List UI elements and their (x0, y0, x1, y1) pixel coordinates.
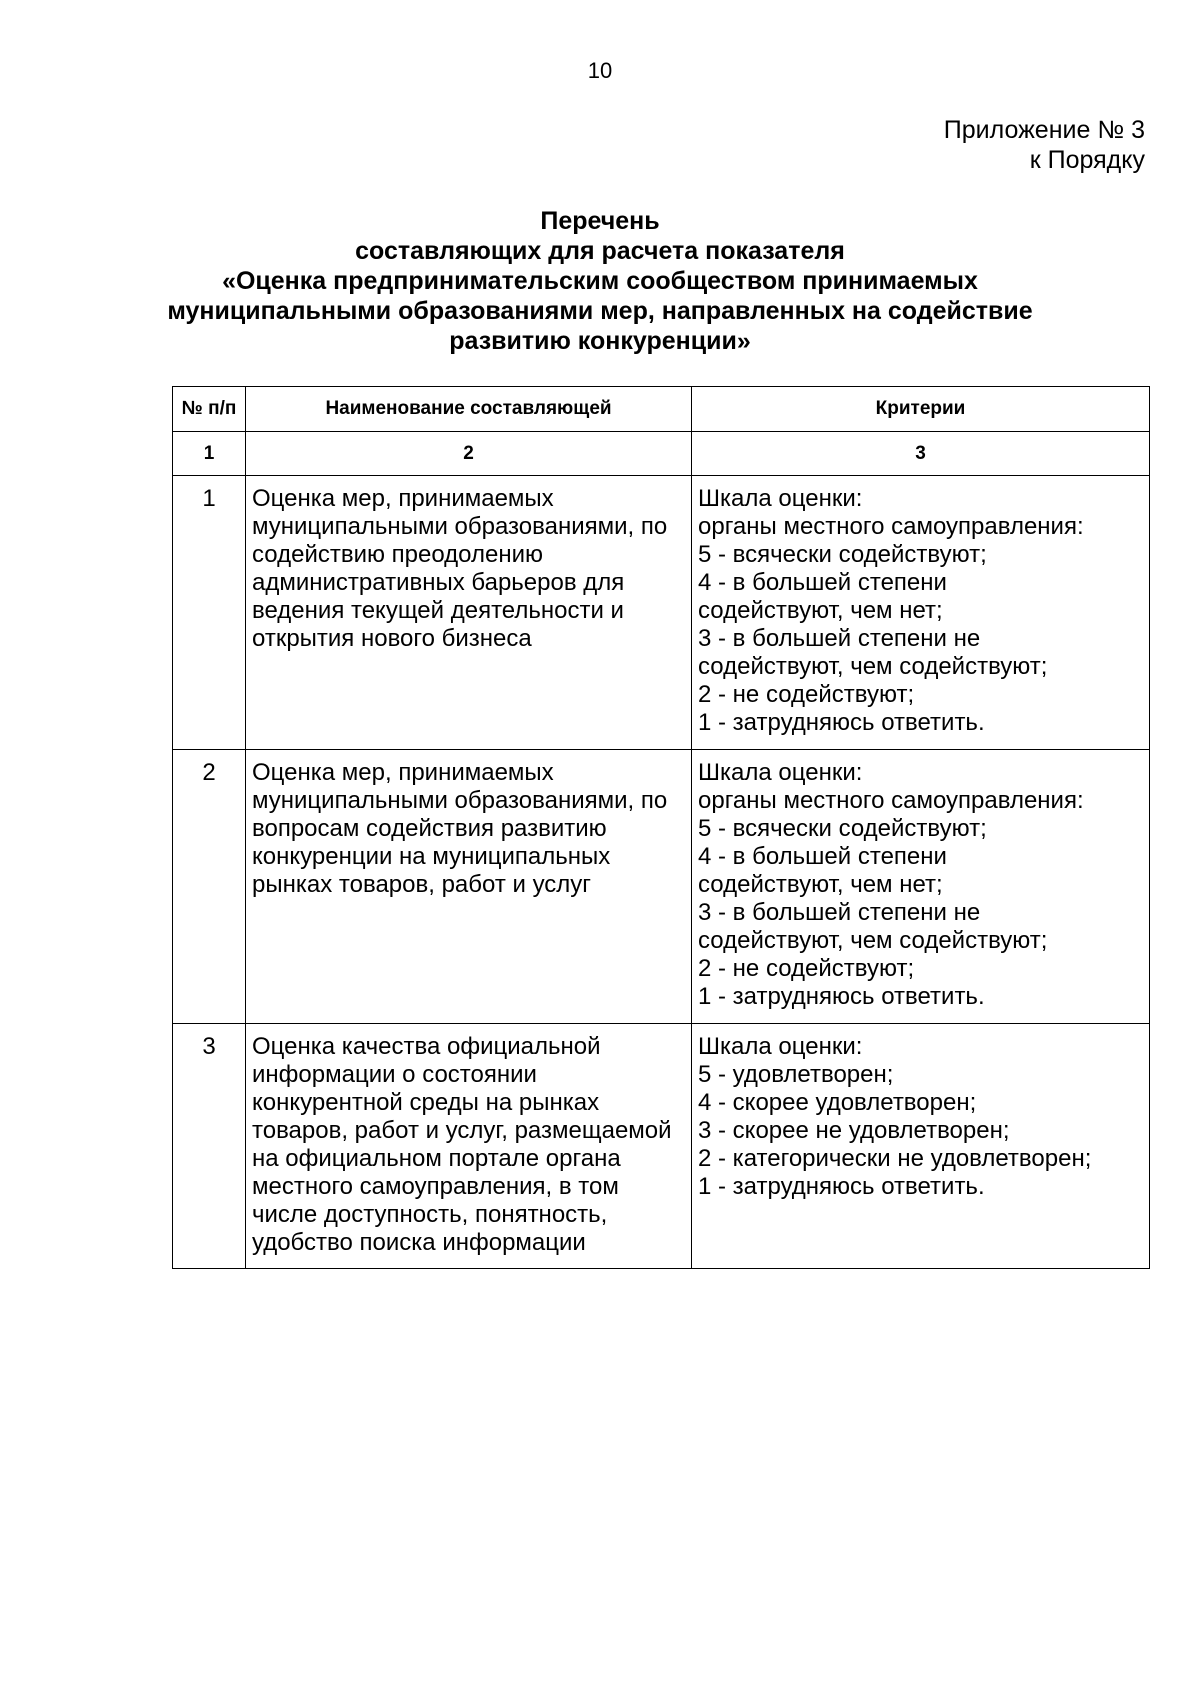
criteria-line: 5 - всячески содействуют; (698, 541, 987, 568)
header-criteria: Критерии (692, 387, 1150, 432)
table-row (173, 750, 1150, 1024)
column-number: 3 (692, 432, 1150, 476)
criteria-line: 1 - затрудняюсь ответить. (698, 983, 985, 1010)
appendix-reference (944, 115, 1145, 175)
criteria-line: 2 - не содействуют; (698, 681, 915, 708)
page-number: 10 (587, 58, 613, 83)
criteria-line: 3 - скорее не удовлетворен; (698, 1117, 1010, 1144)
title-line: Перечень (540, 207, 660, 235)
component-name: Оценка качества официальной информации о состоянии конкурентной среды на рынках товаров, работ и услуг, размещаемой на официальном портале органа местного самоуправления, в том числе доступность, понятность, удобство поиска информации (246, 1024, 692, 1269)
criteria-line: содействуют, чем нет; (698, 597, 943, 624)
criteria-line: содействуют, чем содействуют; (698, 653, 1048, 680)
document-title (140, 206, 1060, 356)
column-number-row (173, 432, 1150, 476)
title-line: «Оценка предпринимательским сообществом принимаемых (222, 267, 978, 295)
criteria-line: органы местного самоуправления: (698, 513, 1084, 540)
criteria-line: Шкала оценки: (698, 1033, 863, 1060)
criteria-line: Шкала оценки: (698, 485, 863, 512)
criteria-line: содействуют, чем нет; (698, 871, 943, 898)
criteria-line: 2 - не содействуют; (698, 955, 915, 982)
component-name: Оценка мер, принимаемых муниципальными образованиями, по вопросам содействия развитию конкуренции на муниципальных рынках товаров, работ и услуг (246, 750, 692, 1024)
column-number: 1 (173, 432, 246, 476)
row-number: 1 (173, 476, 246, 750)
criteria-cell (692, 1024, 1150, 1269)
title-line: муниципальными образованиями мер, направленных на содействие (167, 297, 1033, 325)
criteria-table (172, 386, 1150, 1269)
title-line: составляющих для расчета показателя (355, 237, 845, 265)
appendix-number: Приложение № 3 (943, 116, 1145, 144)
criteria-line: 5 - удовлетворен; (698, 1061, 894, 1088)
criteria-line: 3 - в большей степени не (698, 899, 981, 926)
table-header-row (173, 387, 1150, 432)
criteria-line: 4 - в большей степени (698, 569, 947, 596)
title-line: развитию конкуренции» (449, 327, 751, 355)
criteria-line: Шкала оценки: (698, 759, 863, 786)
criteria-cell (692, 750, 1150, 1024)
row-number: 2 (173, 750, 246, 1024)
criteria-line: 1 - затрудняюсь ответить. (698, 1173, 985, 1200)
criteria-line: 5 - всячески содействуют; (698, 815, 987, 842)
column-number: 2 (246, 432, 692, 476)
criteria-line: 4 - в большей степени (698, 843, 947, 870)
criteria-cell (692, 476, 1150, 750)
header-component-name: Наименование составляющей (246, 387, 692, 432)
table-row (173, 476, 1150, 750)
criteria-line: содействуют, чем содействуют; (698, 927, 1048, 954)
criteria-line: 3 - в большей степени не (698, 625, 981, 652)
row-number: 3 (173, 1024, 246, 1269)
component-name: Оценка мер, принимаемых муниципальными образованиями, по содействию преодолению административных барьеров для ведения текущей деятельности и открытия нового бизнеса (246, 476, 692, 750)
header-number: № п/п (173, 387, 246, 432)
criteria-line: 1 - затрудняюсь ответить. (698, 709, 985, 736)
criteria-line: 2 - категорически не удовлетворен; (698, 1145, 1092, 1172)
criteria-line: органы местного самоуправления: (698, 787, 1084, 814)
criteria-line: 4 - скорее удовлетворен; (698, 1089, 977, 1116)
table-row (173, 1024, 1150, 1269)
appendix-order-ref: к Порядку (1029, 146, 1145, 174)
